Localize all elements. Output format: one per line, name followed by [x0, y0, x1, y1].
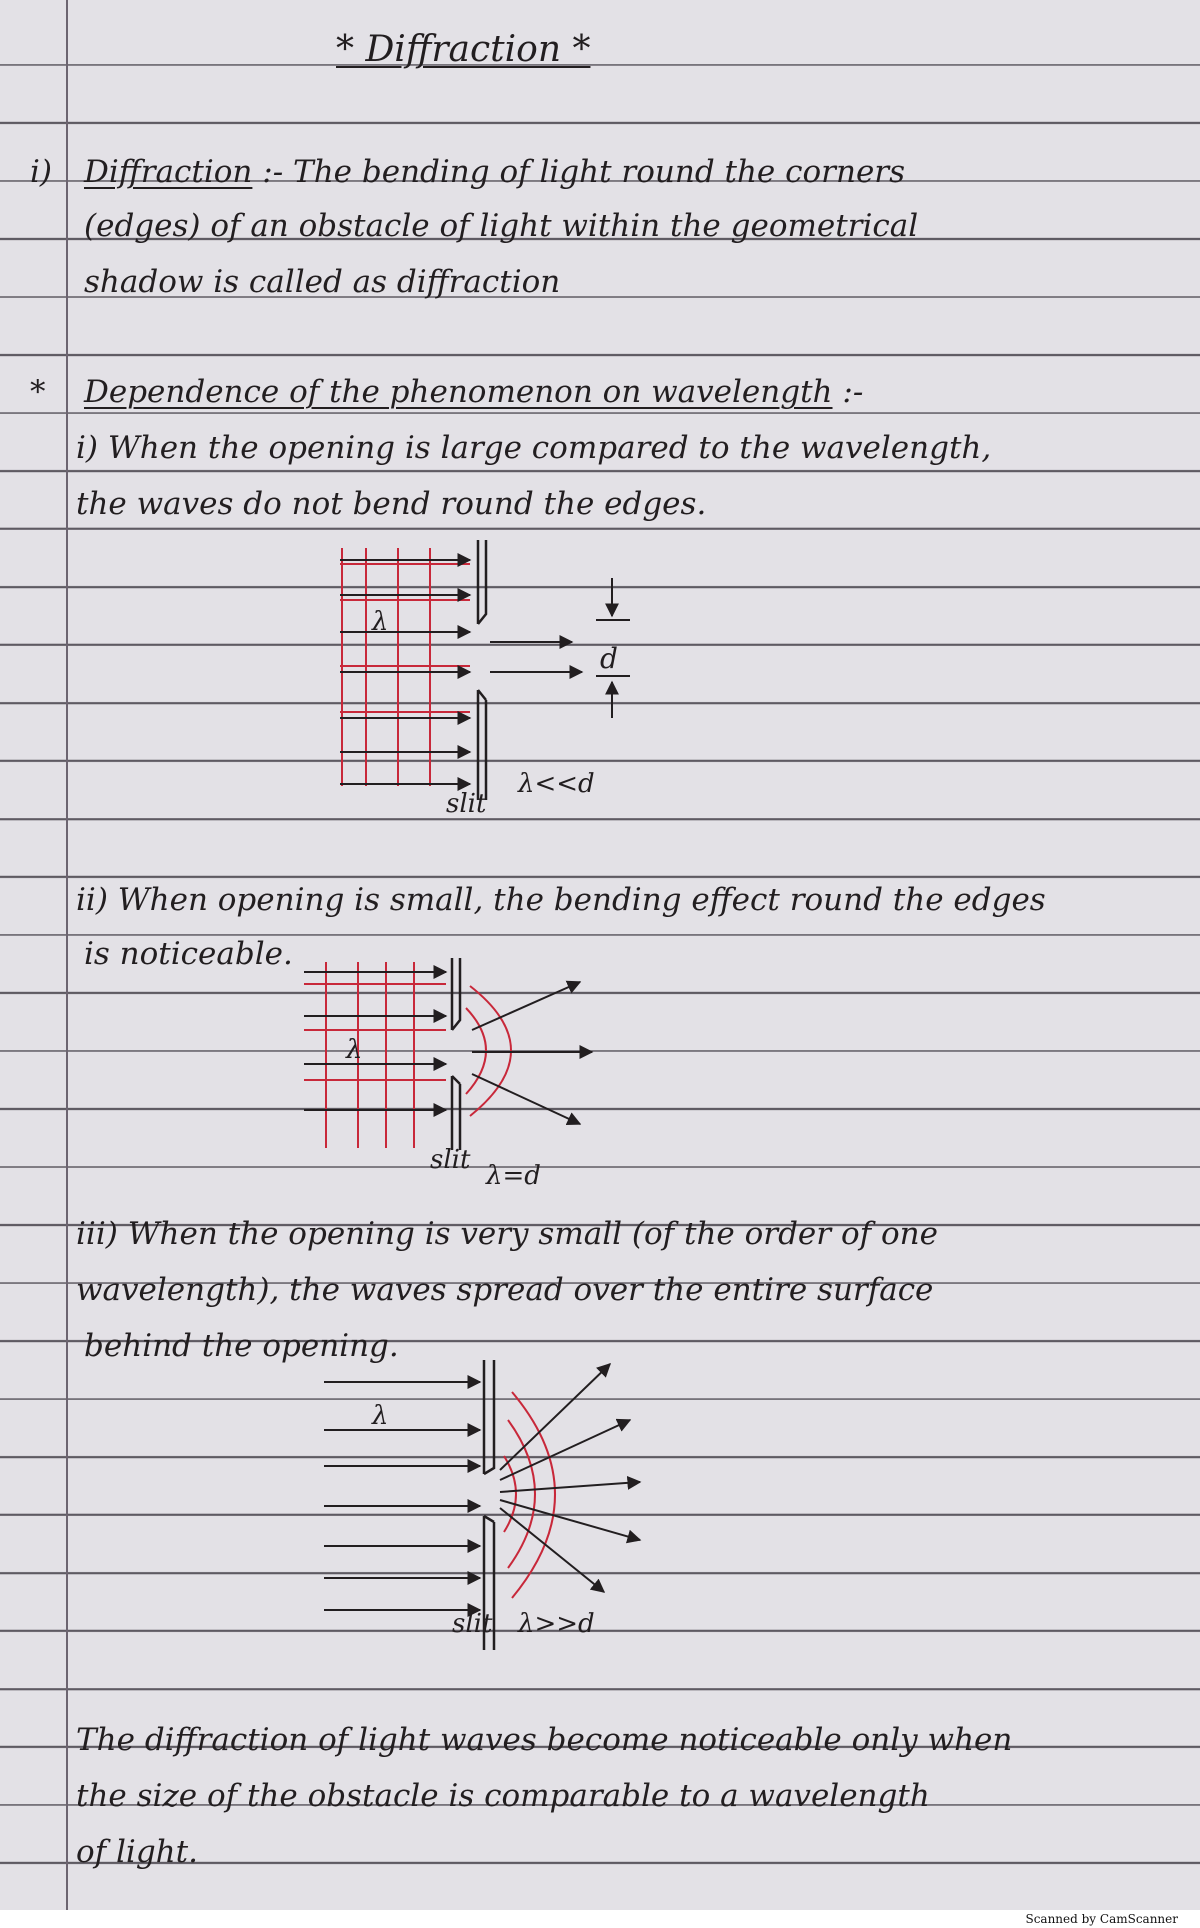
wavefront-lines [304, 962, 446, 1148]
definition-line-3: shadow is called as diffraction [84, 264, 561, 300]
page-title: * Diffraction * [336, 29, 591, 70]
definition-number: i) [30, 154, 53, 190]
case1-line-2: the waves do not bend round the edges. [76, 486, 707, 522]
definition-term: Diffraction [84, 154, 253, 190]
heading-star: * [30, 374, 46, 410]
conclusion-line-2: the size of the obstacle is comparable to a wavelength [76, 1778, 930, 1814]
case2-line-1: ii) When opening is small, the bending effect round the edges [76, 882, 1046, 918]
case3-line-1: iii) When the opening is very small (of the order of one [76, 1216, 938, 1252]
condition-label-1: λ<<d [518, 769, 595, 799]
wavelength-label-1: λ [372, 607, 389, 637]
slit-walls [452, 958, 460, 1150]
case2-line-2: is noticeable. [84, 936, 293, 972]
slit-label-1: slit [446, 789, 487, 819]
slit-label-2: slit [430, 1145, 471, 1175]
case3-line-2: wavelength), the waves spread over the entire surface [76, 1272, 934, 1308]
case3-line-3: behind the opening. [84, 1328, 399, 1364]
conclusion-line-3: of light. [76, 1834, 198, 1870]
dependence-heading-suffix: :- [842, 374, 864, 410]
gap-label: d [600, 642, 618, 675]
scanner-footer: Scanned by CamScanner [1025, 1912, 1178, 1926]
dependence-heading: Dependence of the phenomenon on wavelength [84, 374, 833, 410]
diagram-very-small-opening [324, 1360, 640, 1650]
wavelength-label-3: λ [372, 1401, 389, 1431]
slit-label-3: slit [452, 1609, 493, 1639]
condition-label-2: λ=d [486, 1161, 541, 1191]
definition-line-2: (edges) of an obstacle of light within the geometrical [84, 208, 919, 244]
incident-rays [324, 1382, 480, 1610]
diffracted-rays [500, 1364, 640, 1592]
slit-walls [484, 1360, 494, 1650]
diagram-small-opening [304, 958, 592, 1191]
wavelength-label-2: λ [346, 1035, 363, 1065]
conclusion-line-1: The diffraction of light waves become noticeable only when [76, 1722, 1013, 1758]
condition-label-3: λ>>d [518, 1609, 595, 1639]
wavefront-lines [340, 548, 470, 786]
case1-line-1: i) When the opening is large compared to the wavelength, [76, 430, 992, 466]
diffracted-wavefronts [504, 1392, 555, 1598]
diagram-large-opening [340, 540, 630, 819]
slit-walls [478, 540, 486, 800]
transmitted-rays [490, 642, 582, 672]
definition-text-1: :- The bending of light round the corners [262, 154, 906, 190]
incident-rays [340, 560, 470, 784]
